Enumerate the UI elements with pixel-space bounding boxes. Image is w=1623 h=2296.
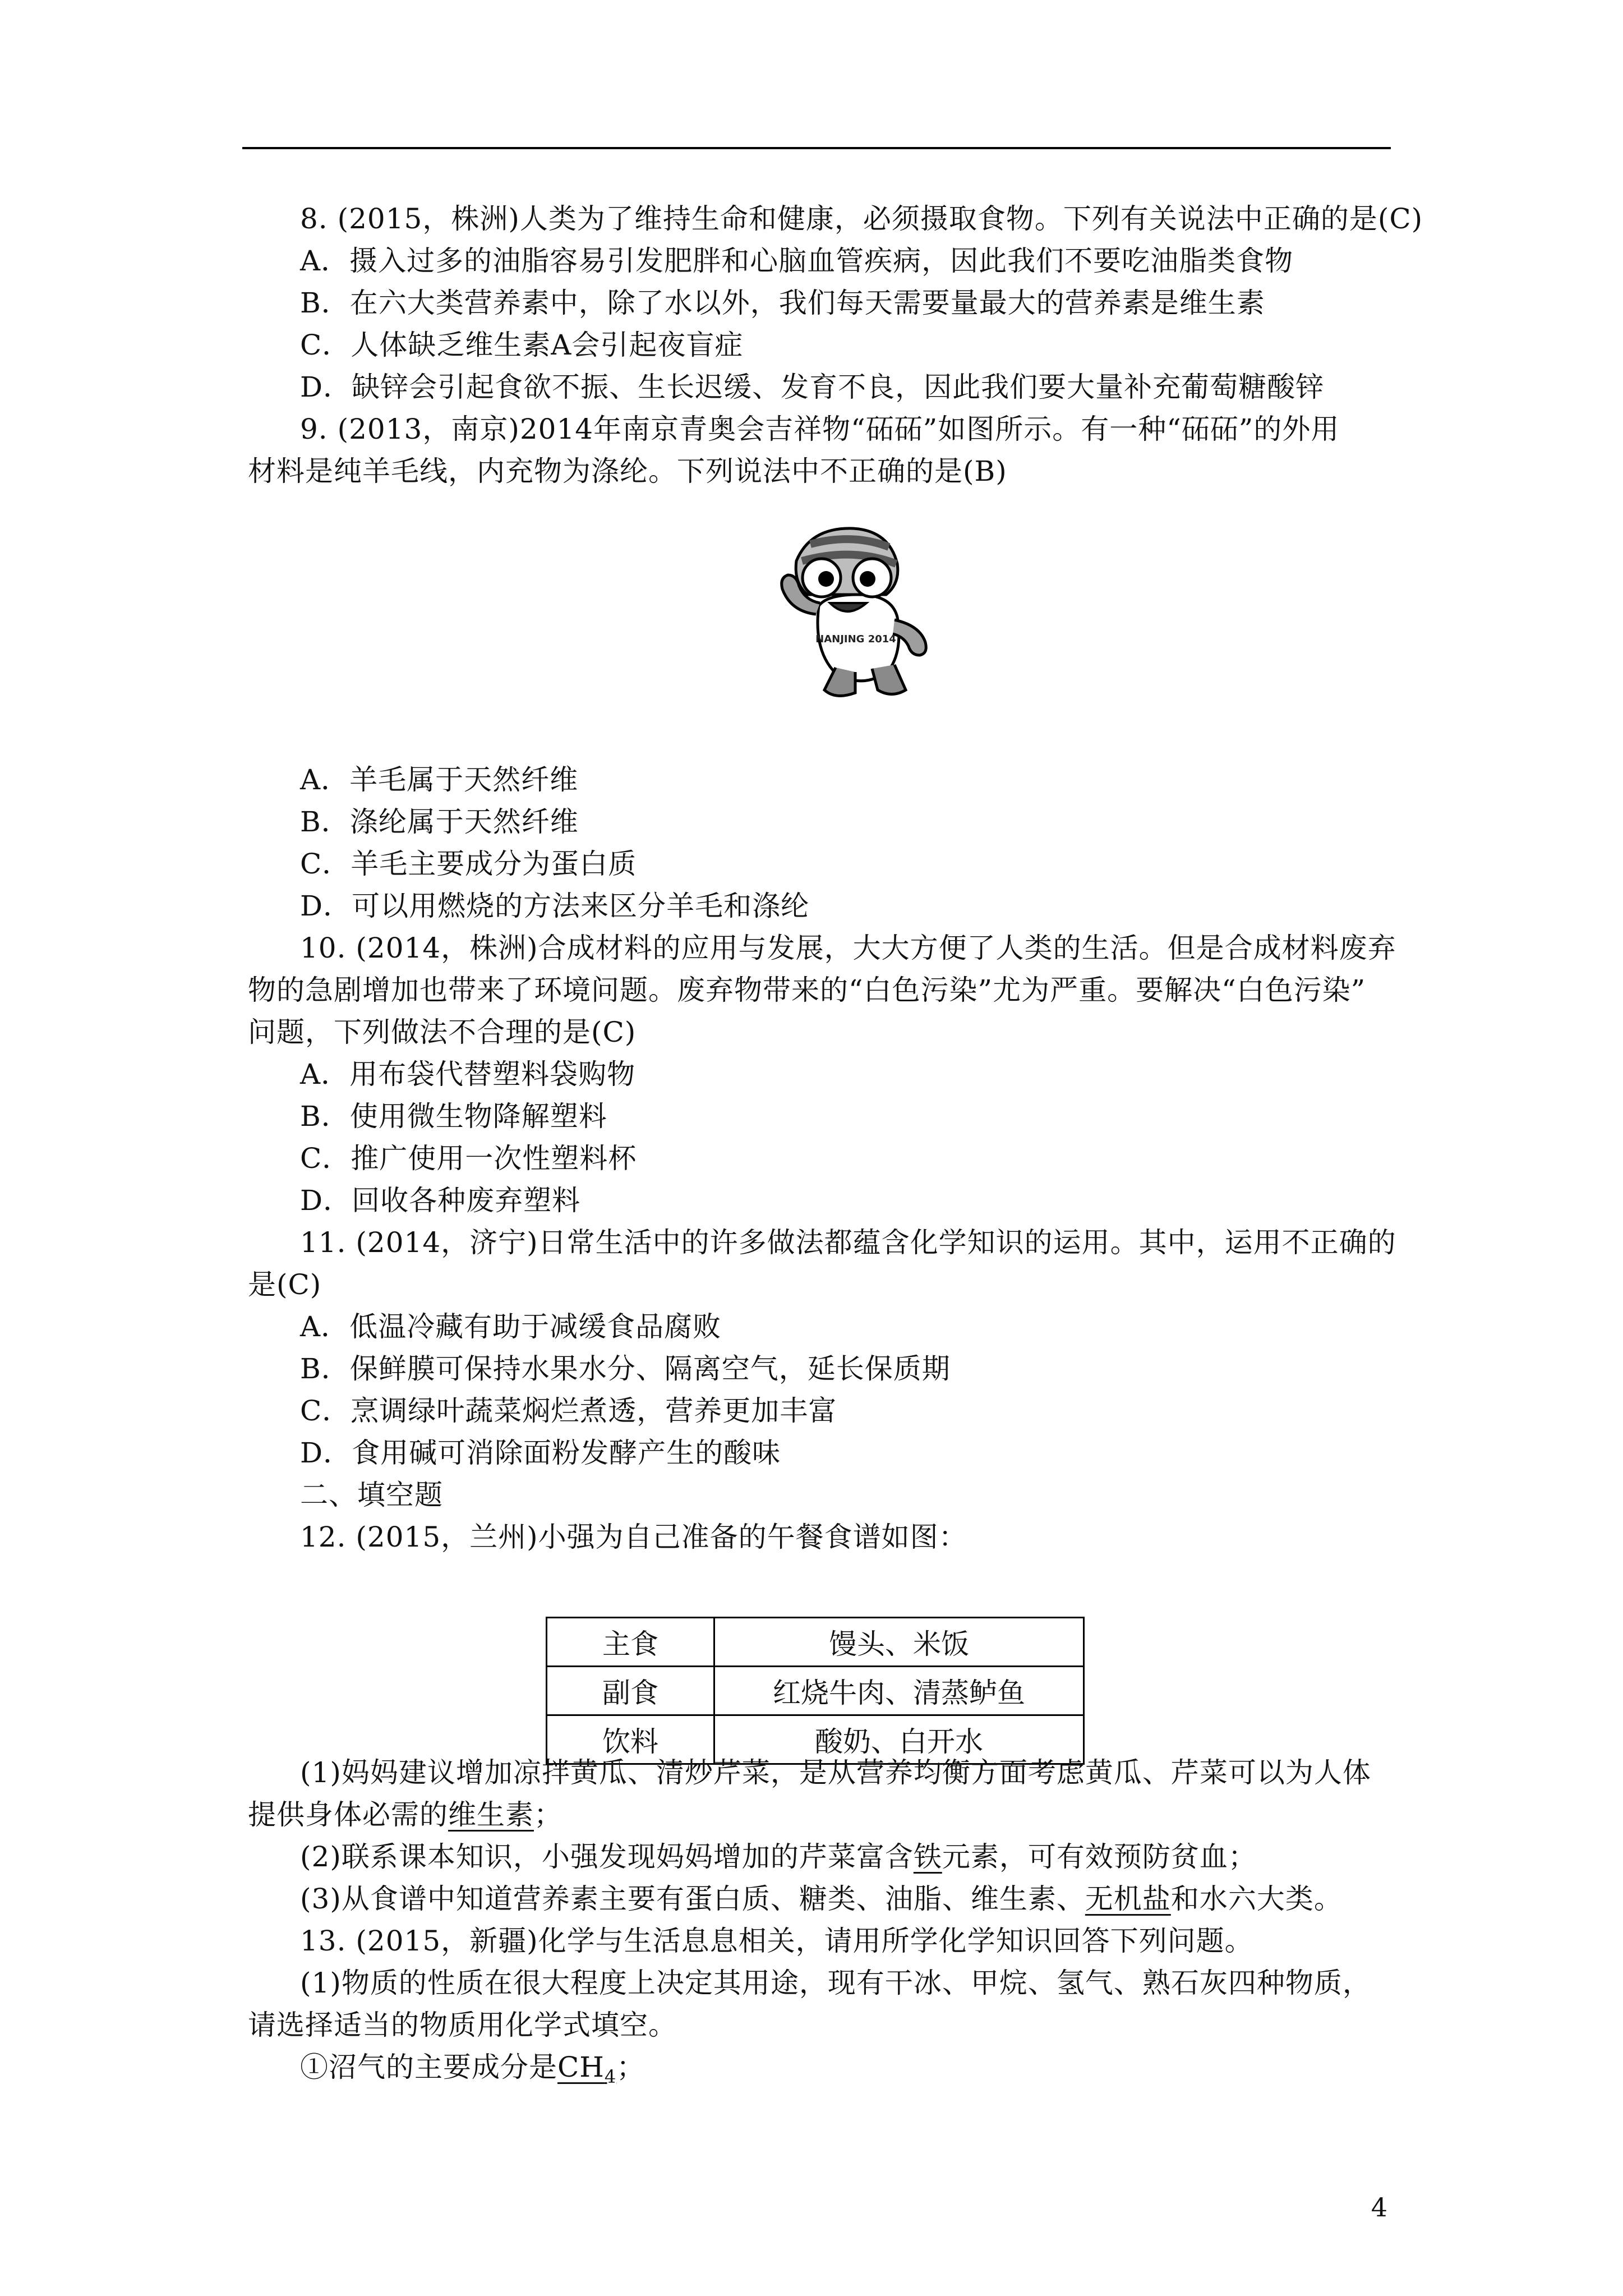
q10-option-c: C．推广使用一次性塑料杯: [300, 1142, 637, 1175]
q13-sub1-subscript: 4: [604, 2066, 617, 2087]
q12-part1-suffix: ；: [534, 1798, 562, 1831]
q12-part2-answer: 铁: [913, 1841, 942, 1873]
q12-part3: [300, 1881, 1343, 1917]
table-cell-category: 饮料: [547, 1715, 714, 1764]
q12-part2-suffix: 元素，可有效预防贫血；: [942, 1841, 1257, 1873]
q8-option-c: C．人体缺乏维生素A会引起夜盲症: [300, 329, 744, 361]
table-cell-items: 红烧牛肉、清蒸鲈鱼: [714, 1667, 1084, 1715]
mascot-illustration: [757, 522, 948, 701]
q11-option-a: A．低温冷藏有助于减缓食品腐败: [300, 1310, 722, 1343]
q9-option-d: D．可以用燃烧的方法来区分羊毛和涤纶: [300, 890, 810, 922]
q12-part1-answer: 维生素: [448, 1798, 534, 1831]
q9-option-c: C．羊毛主要成分为蛋白质: [300, 848, 637, 880]
q10-stem-line2: 物的急剧增加也带来了环境问题。废弃物带来的“白色污染”尤为严重。要解决“白色污染”: [248, 974, 1366, 1006]
q10-option-d: D．回收各种废弃塑料: [300, 1184, 581, 1217]
q11-option-c: C．烹调绿叶蔬菜焖烂煮透，营养更加丰富: [300, 1395, 837, 1427]
q12-part1-line1: (1)妈妈建议增加凉拌黄瓜、清炒芹菜，是从营养均衡方面考虑黄瓜、芹菜可以为人体: [300, 1756, 1371, 1789]
q12-part3-answer: 无机盐: [1085, 1883, 1171, 1915]
q10-option-a: A．用布袋代替塑料袋购物: [300, 1058, 636, 1091]
q10-stem-line3: 问题，下列做法不合理的是(C): [248, 1016, 637, 1048]
q13-sub1-answer: [557, 2051, 617, 2087]
q13-sub1-suffix: ；: [616, 2051, 645, 2083]
q13-part1-line1: (1)物质的性质在很大程度上决定其用途，现有干冰、甲烷、氢气、熟石灰四种物质，: [300, 1967, 1371, 1999]
q11-option-b: B．保鲜膜可保持水果水分、隔离空气，延长保质期: [300, 1352, 951, 1385]
q12-part2-prefix: (2)联系课本知识，小强发现妈妈增加的芹菜富含: [300, 1841, 914, 1873]
q9-stem-line2: 材料是纯羊毛线，内充物为涤纶。下列说法中不正确的是(B): [248, 455, 1007, 487]
table-cell-category: 主食: [547, 1618, 714, 1667]
q11-stem-line2: 是(C): [248, 1268, 322, 1301]
q13-sub1-formula: CH: [557, 2051, 605, 2083]
q10-stem-line1: 10. (2014，株洲)合成材料的应用与发展，大大方便了人类的生活。但是合成材料废弃: [300, 932, 1396, 964]
q12-part3-suffix: 和水六大类。: [1170, 1883, 1343, 1915]
mascot-chest-text: NANJING 2014: [815, 633, 896, 645]
q12-part3-prefix: (3)从食谱中知道营养素主要有蛋白质、糖类、油脂、维生素、: [300, 1883, 1085, 1915]
q11-option-d: D．食用碱可消除面粉发酵产生的酸味: [300, 1437, 781, 1469]
q13-stem: 13. (2015，新疆)化学与生活息息相关，请用所学化学知识回答下列问题。: [300, 1925, 1253, 1957]
q11-stem-line1: 11. (2014，济宁)日常生活中的许多做法都蕴含化学知识的运用。其中，运用不正确的: [300, 1226, 1396, 1259]
q12-part1-prefix: 提供身体必需的: [248, 1798, 448, 1831]
q10-option-b: B．使用微生物降解塑料: [300, 1100, 607, 1133]
q13-sub1-prefix: ①沼气的主要成分是: [300, 2051, 557, 2083]
section-heading: 二、填空题: [300, 1479, 443, 1511]
table-row: [547, 1618, 1084, 1667]
q12-stem: 12. (2015，兰州)小强为自己准备的午餐食谱如图：: [300, 1521, 967, 1553]
q9-stem-line1: 9. (2013，南京)2014年南京青奥会吉祥物“砳砳”如图所示。有一种“砳砳”的外用: [300, 413, 1340, 445]
q12-part1-line2: [248, 1797, 562, 1833]
q8-option-a: A．摄入过多的油脂容易引发肥胖和心脑血管疾病，因此我们不要吃油脂类食物: [300, 245, 1294, 277]
table-row: [547, 1667, 1084, 1715]
table-cell-items: 酸奶、白开水: [714, 1715, 1084, 1764]
lunch-menu-table: [546, 1617, 1085, 1765]
q12-part2: [300, 1839, 1257, 1875]
q9-option-a: A．羊毛属于天然纤维: [300, 763, 579, 796]
page-number: 4: [1371, 2192, 1387, 2223]
q13-part1-line2: 请选择适当的物质用化学式填空。: [248, 2009, 677, 2041]
q9-option-b: B．涤纶属于天然纤维: [300, 806, 579, 838]
q8-option-b: B．在六大类营养素中，除了水以外，我们每天需要量最大的营养素是维生素: [300, 287, 1265, 319]
q8-option-d: D．缺锌会引起食欲不振、生长迟缓、发育不良，因此我们要大量补充葡萄糖酸锌: [300, 371, 1325, 403]
table-cell-items: 馒头、米饭: [714, 1618, 1084, 1667]
table-cell-category: 副食: [547, 1667, 714, 1715]
header-rule: [242, 147, 1391, 149]
q8-stem: 8. (2015，株洲)人类为了维持生命和健康，必须摄取食物。下列有关说法中正确的是(C): [300, 203, 1423, 235]
q13-sub1: [300, 2049, 645, 2095]
